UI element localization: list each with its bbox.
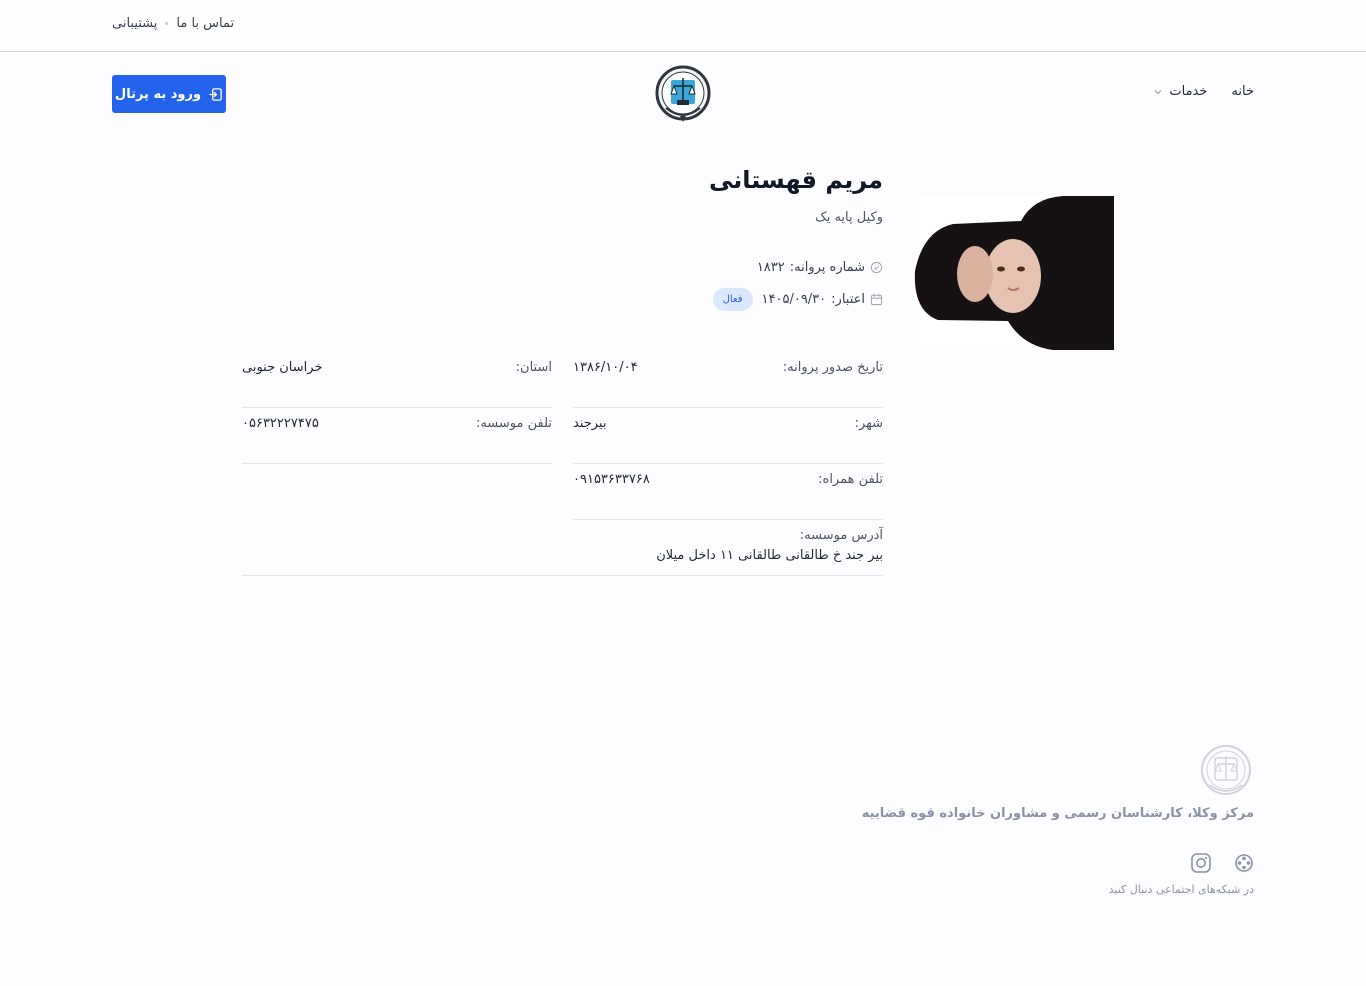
portal-login-button[interactable] <box>112 75 226 113</box>
province-value: خراسان جنوبی <box>242 360 323 375</box>
issue-date-label: تاریخ صدور پروانه: <box>782 360 883 375</box>
office-phone-label: تلفن موسسه: <box>475 416 552 431</box>
office-phone-value[interactable]: ۰۵۶۳۲۲۲۷۴۷۵ <box>242 416 319 431</box>
city-label: شهر: <box>854 416 883 431</box>
license-number: ۱۸۳۲ <box>756 260 785 275</box>
address-value: بیر جند خ طالقانی طالقانی ۱۱ داخل میلان <box>656 548 883 563</box>
contact-link[interactable]: تماس با ما <box>176 16 235 31</box>
nav-home[interactable]: خانه <box>1231 84 1254 99</box>
field-mobile <box>573 464 883 520</box>
check-circle-icon <box>870 261 883 274</box>
status-badge: فعال <box>713 288 753 311</box>
film-reel-icon[interactable] <box>1233 852 1255 874</box>
nav-services-label: خدمات <box>1169 84 1208 99</box>
validity-info <box>713 288 883 311</box>
footer-org-name: مرکز وکلا، کارشناسان رسمی و مشاوران خانواده قوه قضاییه <box>861 806 1254 821</box>
city-value: بیرجند <box>573 416 607 431</box>
judiciary-logo[interactable] <box>654 64 712 124</box>
instagram-icon[interactable] <box>1190 852 1212 874</box>
field-province <box>242 352 552 408</box>
lawyer-title: وکیل پایه یک <box>815 210 883 225</box>
mobile-label: تلفن همراه: <box>818 472 883 487</box>
support-link[interactable]: پشتیبانی <box>112 16 158 31</box>
footer-logo <box>1199 743 1253 799</box>
lawyer-photo <box>913 196 1114 350</box>
validity-label: اعتبار: <box>831 292 865 307</box>
field-office-phone <box>242 408 552 464</box>
lawyer-name: مریم قهستانی <box>708 166 883 194</box>
field-issue-date <box>573 352 883 408</box>
mobile-value[interactable]: ۰۹۱۵۳۶۳۳۷۶۸ <box>573 472 650 487</box>
province-label: استان: <box>515 360 552 375</box>
login-icon <box>208 87 223 102</box>
address-label: آدرس موسسه: <box>799 528 883 543</box>
top-utility-bar <box>0 0 1366 52</box>
main-nav <box>1153 84 1254 99</box>
field-address <box>242 520 883 576</box>
chevron-down-icon <box>1153 87 1163 97</box>
calendar-icon <box>870 293 883 306</box>
portal-button-label: ورود به پرتال <box>114 86 202 102</box>
field-city <box>573 408 883 464</box>
follow-social-text: در شبکه‌های اجتماعی دنبال کنید <box>1108 883 1254 896</box>
separator-dot <box>165 22 168 25</box>
validity-date: ۱۴۰۵/۰۹/۳۰ <box>761 292 827 307</box>
topbar-links <box>112 16 234 31</box>
issue-date-value: ۱۳۸۶/۱۰/۰۴ <box>573 360 638 375</box>
nav-services[interactable] <box>1153 84 1207 99</box>
license-label: شماره پروانه: <box>789 260 865 275</box>
license-info <box>757 260 883 275</box>
